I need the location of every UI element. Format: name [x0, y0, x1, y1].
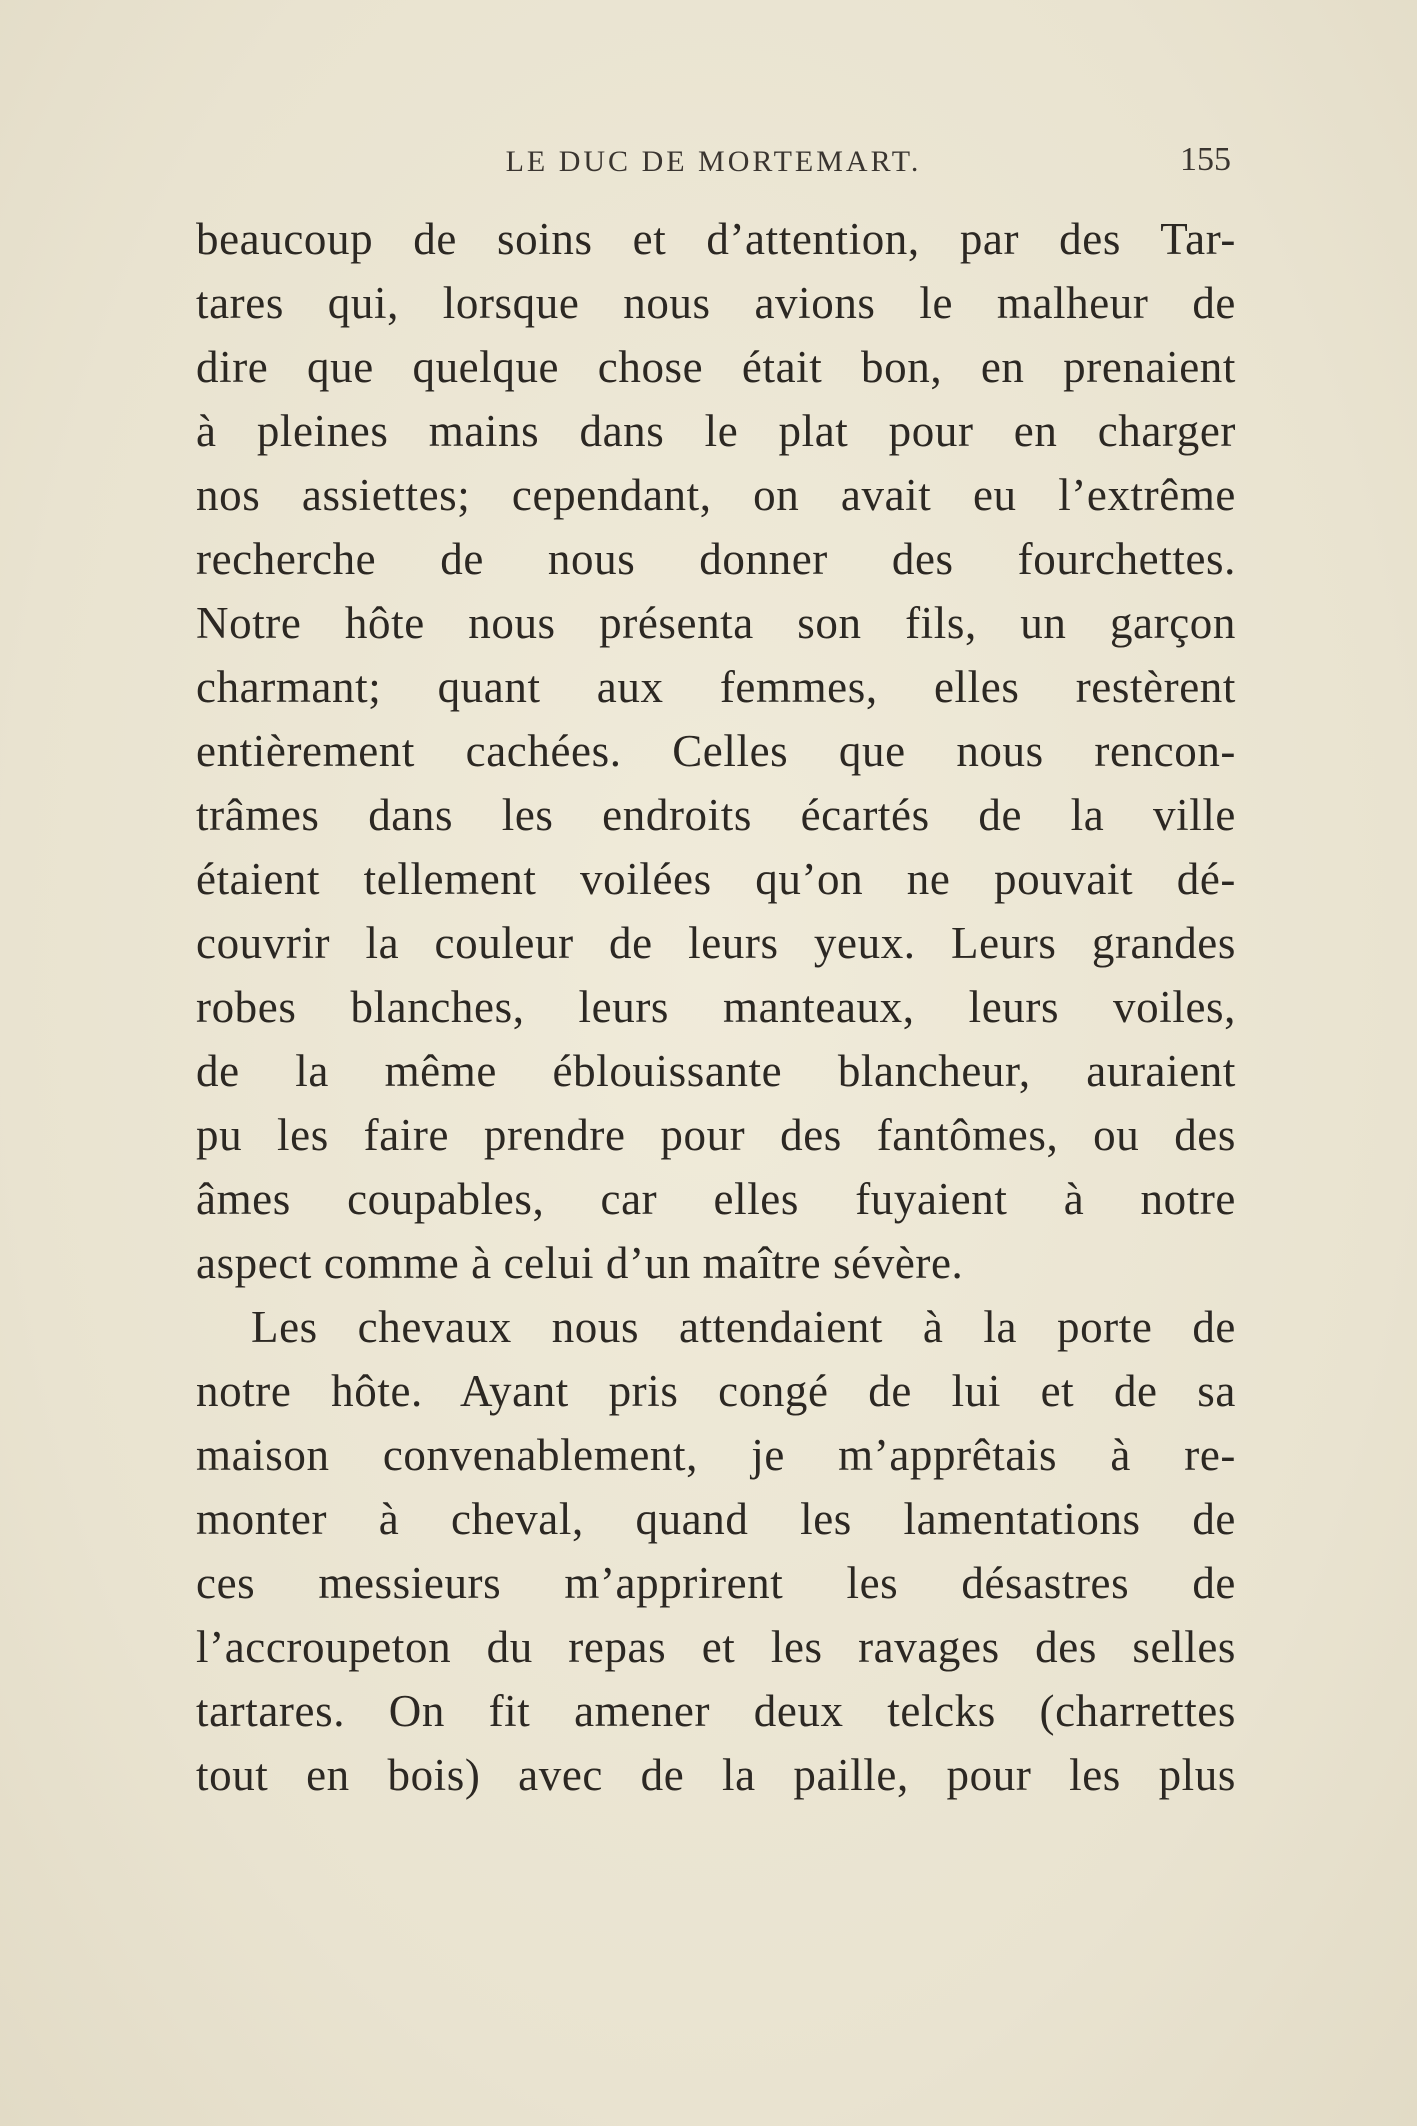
text-line: beaucoup de soins et d’attention, par des Tar-	[196, 214, 1236, 264]
text-line: robes blanches, leurs manteaux, leurs voiles,	[196, 982, 1236, 1032]
running-title: LE DUC DE MORTEMART.	[505, 145, 922, 178]
text-line: couvrir la couleur de leurs yeux. Leurs grandes	[196, 918, 1236, 968]
running-head	[196, 141, 1231, 185]
text-line: notre hôte. Ayant pris congé de lui et de sa	[196, 1366, 1236, 1416]
text-line: nos assiettes; cependant, on avait eu l’extrême	[196, 470, 1236, 520]
text-line: à pleines mains dans le plat pour en charger	[196, 406, 1236, 456]
page-number: 155	[1180, 141, 1231, 178]
text-line: Notre hôte nous présenta son fils, un garçon	[196, 598, 1236, 648]
text-line: ces messieurs m’apprirent les désastres de	[196, 1558, 1236, 1608]
text-line: monter à cheval, quand les lamentations de	[196, 1494, 1236, 1544]
body-text	[196, 207, 1236, 1807]
text-line: trâmes dans les endroits écartés de la ville	[196, 790, 1236, 840]
text-line: tout en bois) avec de la paille, pour les plus	[196, 1750, 1236, 1800]
text-line: charmant; quant aux femmes, elles restèrent	[196, 662, 1236, 712]
text-line: recherche de nous donner des fourchettes.	[196, 534, 1236, 584]
text-line: l’accroupeton du repas et les ravages des selles	[196, 1622, 1236, 1672]
text-line: étaient tellement voilées qu’on ne pouvait dé-	[196, 854, 1236, 904]
text-line: tartares. On fit amener deux telcks (charrettes	[196, 1686, 1236, 1736]
text-line: entièrement cachées. Celles que nous rencon-	[196, 726, 1236, 776]
text-line: âmes coupables, car elles fuyaient à notre	[196, 1174, 1236, 1224]
text-line: Les chevaux nous attendaient à la porte de	[251, 1302, 1236, 1352]
text-line: dire que quelque chose était bon, en prenaient	[196, 342, 1236, 392]
text-line: de la même éblouissante blancheur, auraient	[196, 1046, 1236, 1096]
text-line: maison convenablement, je m’apprêtais à re-	[196, 1430, 1236, 1480]
text-line: pu les faire prendre pour des fantômes, ou des	[196, 1110, 1236, 1160]
text-line: aspect comme à celui d’un maître sévère.	[196, 1238, 964, 1288]
text-line: tares qui, lorsque nous avions le malheur de	[196, 278, 1236, 328]
